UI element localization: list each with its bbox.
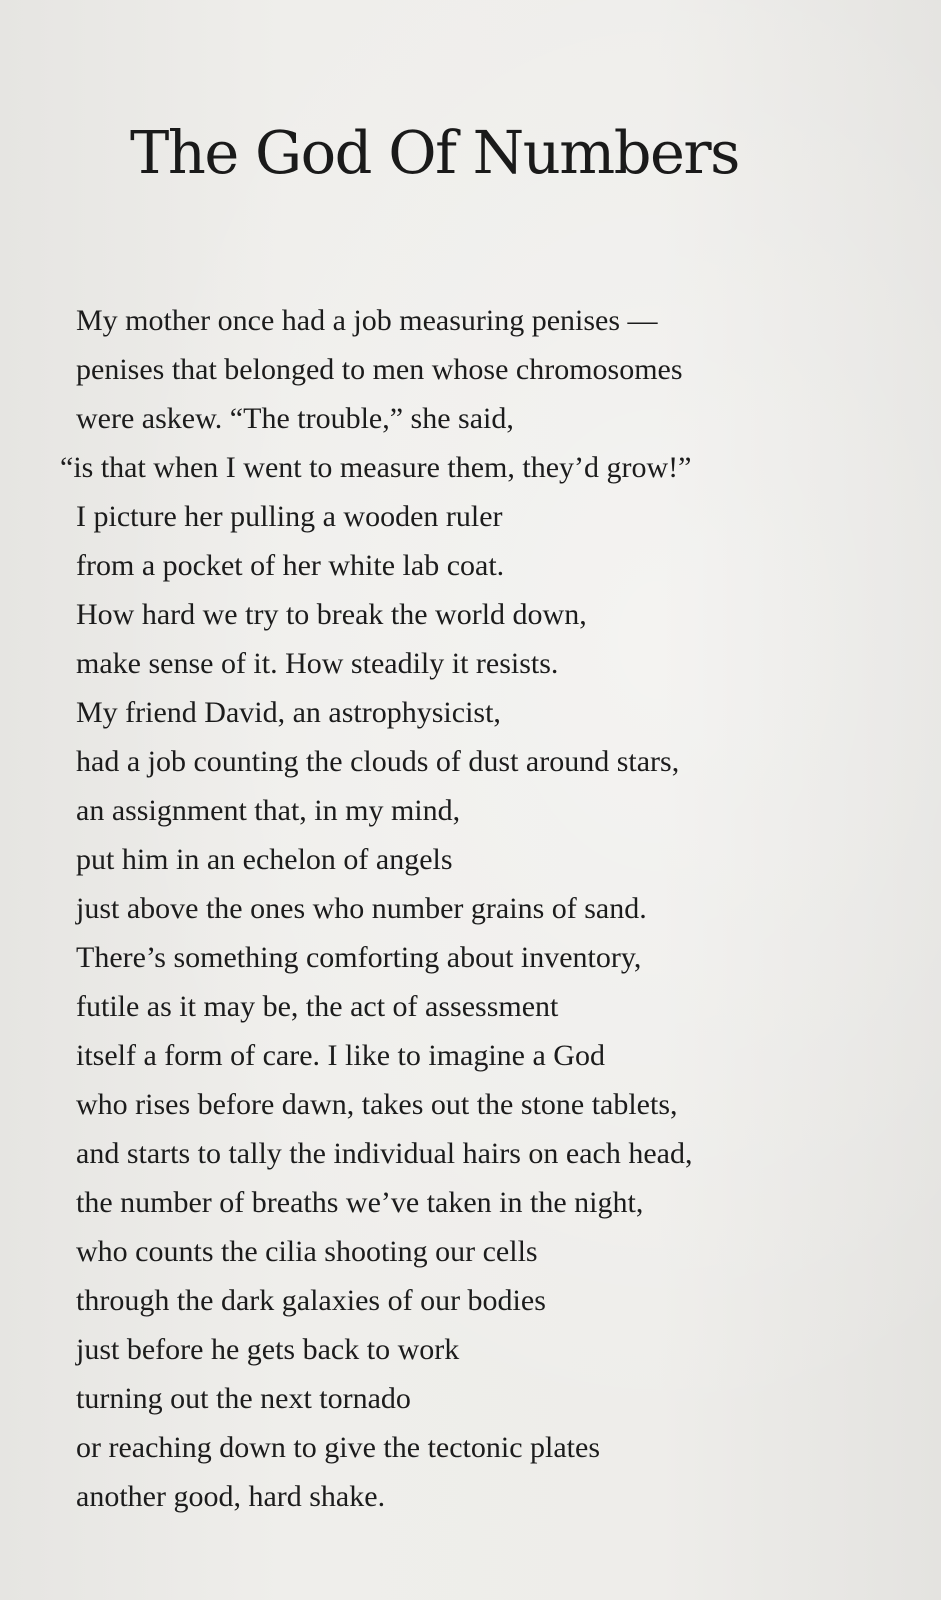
- poem-line: the number of breaths we’ve taken in the night,: [76, 1186, 644, 1219]
- poem-line: were askew. “The trouble,” she said,: [76, 402, 514, 435]
- poem-line: another good, hard shake.: [76, 1480, 386, 1513]
- poem-body: [58, 296, 693, 1521]
- poem-line: “is that when I went to measure them, they’d grow!”: [60, 451, 692, 484]
- poem-line: from a pocket of her white lab coat.: [76, 549, 505, 582]
- poem-line: put him in an echelon of angels: [76, 843, 453, 876]
- poem-line: How hard we try to break the world down,: [76, 598, 587, 631]
- poem-line: or reaching down to give the tectonic plates: [76, 1431, 600, 1464]
- poem-line: who rises before dawn, takes out the stone tablets,: [76, 1088, 678, 1121]
- poem-line: and starts to tally the individual hairs on each head,: [76, 1137, 693, 1170]
- poem-line: through the dark galaxies of our bodies: [76, 1284, 546, 1317]
- poem-line: My mother once had a job measuring penises —: [76, 304, 658, 337]
- poem-line: had a job counting the clouds of dust around stars,: [76, 745, 680, 778]
- poem-line: I picture her pulling a wooden ruler: [76, 500, 503, 533]
- poem-line: There’s something comforting about inventory,: [76, 941, 642, 974]
- poem-title: The God Of Numbers: [130, 118, 739, 187]
- poem-line: turning out the next tornado: [76, 1382, 411, 1415]
- poem-line: itself a form of care. I like to imagine a God: [76, 1039, 605, 1072]
- poem-line: an assignment that, in my mind,: [76, 794, 461, 827]
- poem-line: futile as it may be, the act of assessment: [76, 990, 559, 1023]
- poem-line: just before he gets back to work: [76, 1333, 460, 1366]
- poem-line: just above the ones who number grains of sand.: [76, 892, 647, 925]
- poem-line: penises that belonged to men whose chromosomes: [76, 353, 683, 386]
- poem-line: My friend David, an astrophysicist,: [76, 696, 501, 729]
- poem-line: who counts the cilia shooting our cells: [76, 1235, 538, 1268]
- poem-line: make sense of it. How steadily it resists.: [76, 647, 559, 680]
